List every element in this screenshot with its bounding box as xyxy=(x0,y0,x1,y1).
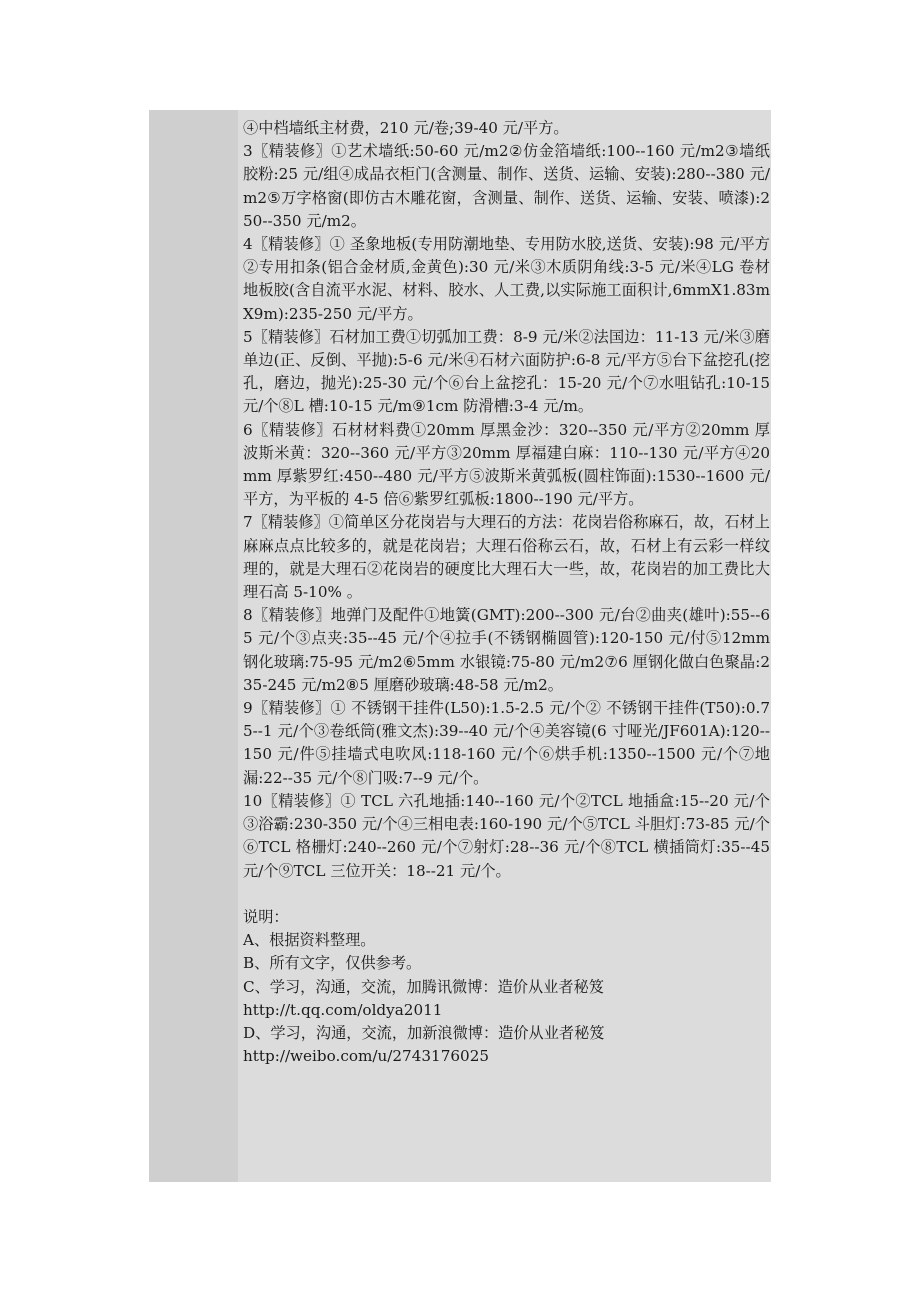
note-c-link[interactable]: http://t.qq.com/oldya2011 xyxy=(243,1000,443,1019)
price-item-7: 7〖精装修〗①简单区分花岗岩与大理石的方法：花岗岩俗称麻石，故，石材上麻麻点点比较多的，就是花岗岩；大理石俗称云石，故，石材上有云彩一样纹理的，就是大理石②花岗岩的硬度比大理石大一些，故，花岗岩的加工费比大理石高 5-10% 。 xyxy=(243,513,770,602)
note-d: D、学习，沟通，交流，加新浪微博：造价从业者秘笈 xyxy=(243,1023,605,1042)
price-item-3: 3〖精装修〗①艺术墙纸:50-60 元/m2②仿金箔墙纸:100--160 元/m2③墙纸胶粉:25 元/组④成品衣柜门(含测量、制作、送货、运输、安装):280--380 元/m2⑤万字格窗(即仿古木雕花窗，含测量、制作、送货、运输、安装、喷漆):250--350 元/m2。 xyxy=(243,142,770,230)
document-body xyxy=(243,117,770,1068)
price-item-9: 9〖精装修〗① 不锈钢干挂件(L50):1.5-2.5 元/个② 不锈钢干挂件(T50):0.75--1 元/个③卷纸筒(雅文杰):39--40 元/个④美容镜(6 寸哑光/JF601A):120--150 元/件⑤挂墙式电吹风:118-160 元/个⑥烘手机:1350--1500 元/个⑦地漏:22--35 元/个⑧门吸:7--9 元/个。 xyxy=(243,699,770,787)
price-item-4: 4〖精装修〗① 圣象地板(专用防潮地垫、专用防水胶,送货、安装):98 元/平方②专用扣条(铝合金材质,金黄色):30 元/米③木质阴角线:3-5 元/米④LG 卷材地板胶(含自流平水泥、材料、胶水、人工费,以实际施工面积计,6mmX1.83mX9m):235-250 元/平方。 xyxy=(243,235,770,323)
price-item-8: 8〖精装修〗地弹门及配件①地簧(GMT):200--300 元/台②曲夹(雄叶):55--65 元/个③点夹:35--45 元/个④拉手(不锈钢椭圆管):120-150 元/付⑤12mm 钢化玻璃:75-95 元/m2⑥5mm 水银镜:75-80 元/m2⑦6 厘钢化做白色聚晶:235-245 元/m2⑧5 厘磨砂玻璃:48-58 元/m2。 xyxy=(243,606,770,694)
section-spacer xyxy=(243,883,770,906)
price-item-6: 6〖精装修〗石材材料费①20mm 厚黑金沙：320--350 元/平方②20mm 厚波斯米黄：320--360 元/平方③20mm 厚福建白麻：110--130 元/平方④20mm 厚紫罗红:450--480 元/平方⑤波斯米黄弧板(圆柱饰面):1530--1600 元/平方，为平板的 4-5 倍⑥紫罗红弧板:1800--190 元/平方。 xyxy=(243,420,770,509)
page-left-margin xyxy=(149,110,238,1182)
price-item-5: 5〖精装修〗石材加工费①切弧加工费：8-9 元/米②法国边：11-13 元/米③磨单边(正、反倒、平抛):5-6 元/米④石材六面防护:6-8 元/平方⑤台下盆挖孔(挖孔，磨边，抛光):25-30 元/个⑥台上盆挖孔：15-20 元/个⑦水咀钻孔:10-15 元/个⑧L 槽:10-15 元/m⑨1cm 防滑槽:3-4 元/m。 xyxy=(243,327,770,416)
price-item-4-wallpaper: ④中档墙纸主材费，210 元/卷;39-40 元/平方。 xyxy=(243,119,569,137)
notes-section xyxy=(243,906,770,1068)
notes-heading: 说明： xyxy=(243,907,289,926)
note-c: C、学习，沟通，交流，加腾讯微博：造价从业者秘笈 xyxy=(243,977,604,996)
note-b: B、所有文字，仅供参考。 xyxy=(243,954,422,973)
note-d-link[interactable]: http://weibo.com/u/2743176025 xyxy=(243,1047,490,1066)
note-a: A、根据资料整理。 xyxy=(243,931,376,950)
price-item-10: 10〖精装修〗① TCL 六孔地插:140--160 元/个②TCL 地插盒:15--20 元/个③浴霸:230-350 元/个④三相电表:160-190 元/个⑤TCL 斗胆灯:73-85 元/个⑥TCL 格栅灯:240--260 元/个⑦射灯:28--36 元/个⑧TCL 横插筒灯:35--45 元/个⑨TCL 三位开关：18--21 元/个。 xyxy=(243,791,770,880)
